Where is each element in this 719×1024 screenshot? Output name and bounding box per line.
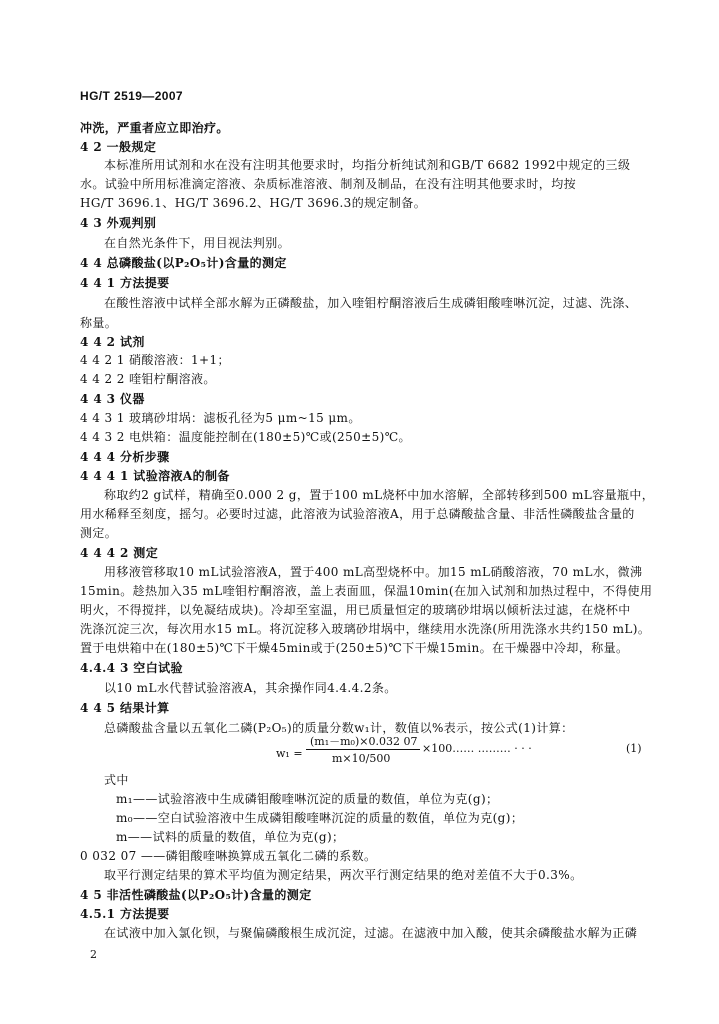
- body-line: 15min。趁热加入35 mL喹钼柠酮溶液，盖上表面皿，保温10min(在加入试剂和加热过程中，不得使用: [80, 584, 653, 598]
- formula-denominator: m×10/500: [332, 752, 391, 765]
- section-heading: 4 4 4 1 试验溶液A的制备: [80, 469, 230, 483]
- section-heading: 4 4 1 方法提要: [80, 276, 170, 290]
- body-line: m₀——空白试验溶液中生成磷钼酸喹啉沉淀的质量的数值，单位为克(g)；: [116, 811, 524, 825]
- body-line: 总磷酸盐含量以五氧化二磷(P₂O₅)的质量分数w₁计，数值以%表示，按公式(1)计算：: [104, 721, 574, 735]
- section-heading: 4.4.4 3 空白试验: [80, 661, 183, 675]
- body-line: 取平行测定结果的算术平均值为测定结果，两次平行测定结果的绝对差值不大于0.3%。: [104, 868, 583, 882]
- body-line: 置于电烘箱中在(180±5)℃下干燥45min或于(250±5)℃下干燥15min。在干燥器中冷却，称量。: [80, 641, 629, 655]
- section-heading: 4 3 外观判别: [80, 216, 157, 230]
- body-line: 4 4 3 2 电烘箱：温度能控制在(180±5)℃或(250±5)℃。: [80, 430, 411, 444]
- body-line: m₁——试验溶液中生成磷钼酸喹啉沉淀的质量的数值，单位为克(g)；: [116, 792, 499, 806]
- body-line: 用水稀释至刻度，摇匀。必要时过滤，此溶液为试验溶液A，用于总磷酸盐含量、非活性磷酸盐含量的: [80, 507, 635, 521]
- body-line: 洗涤沉淀三次，每次用水15 mL。将沉淀移入玻璃砂坩埚中，继续用水洗涤(所用洗涤水共约150 mL)。: [80, 622, 651, 636]
- formula-lhs: w₁ =: [276, 747, 303, 760]
- section-heading: 4 4 总磷酸盐(以P₂O₅计)含量的测定: [80, 256, 287, 270]
- section-heading: 4 5 非活性磷酸盐(以P₂O₅计)含量的测定: [80, 888, 312, 902]
- section-heading: 4 4 4 分析步骤: [80, 450, 170, 464]
- body-line: 4 4 2 2 喹钼柠酮溶液。: [80, 372, 216, 386]
- formula-fraction-bar: [306, 749, 420, 750]
- body-line: 明火，不得搅拌，以免凝结成块)。冷却至室温，用已质量恒定的玻璃砂坩埚以倾析法过滤，在烧杯中: [80, 603, 631, 617]
- body-line: 0 032 07 ——磷钼酸喹啉换算成五氧化二磷的系数。: [80, 849, 377, 863]
- formula-numerator: (m₁－m₀)×0.032 07: [310, 735, 418, 748]
- body-line: 4 4 2 1 硝酸溶液：1+1；: [80, 353, 230, 367]
- body-line: 用移液管移取10 mL试验溶液A，置于400 mL高型烧杯中。加15 mL硝酸溶液，70 mL水，微沸: [104, 565, 643, 579]
- body-line: 冲洗，严重者应立即治疗。: [80, 121, 229, 135]
- section-heading: 4 4 4 2 测定: [80, 546, 159, 560]
- body-line: 本标准所用试剂和水在没有注明其他要求时，均指分析纯试剂和GB/T 6682 1992中规定的三级: [104, 158, 631, 172]
- body-line: m——试料的质量的数值，单位为克(g)；: [116, 830, 345, 844]
- section-heading: 4 4 2 试剂: [80, 335, 145, 349]
- body-line: 在试液中加入氯化钡，与聚偏磷酸根生成沉淀，过滤。在滤液中加入酸，使其余磷酸盐水解为正磷: [104, 926, 638, 940]
- body-line: 称量。: [80, 316, 118, 330]
- body-line: 称取约2 g试样，精确至0.000 2 g，置于100 mL烧杯中加水溶解，全部转移到500 mL容量瓶中，: [104, 488, 655, 502]
- formula-tail: ×100…… ……… · · ·: [422, 742, 532, 755]
- body-line: 在酸性溶液中试样全部水解为正磷酸盐，加入喹钼柠酮溶液后生成磷钼酸喹啉沉淀，过滤、洗涤、: [104, 296, 638, 310]
- body-line: 4 4 3 1 玻璃砂坩埚：滤板孔径为5 μm~15 μm。: [80, 411, 361, 425]
- section-heading: 4.5.1 方法提要: [80, 907, 170, 921]
- formula-number: (1): [626, 742, 642, 755]
- body-line: 以10 mL水代替试验溶液A，其余操作同4.4.4.2条。: [104, 681, 397, 695]
- body-line: HG/T 3696.1、HG/T 3696.2、HG/T 3696.3的规定制备。: [80, 196, 427, 210]
- section-heading: 4 4 5 结果计算: [80, 701, 170, 715]
- section-heading: 4 4 3 仪器: [80, 392, 145, 406]
- body-line: 式中: [104, 773, 129, 787]
- standard-code: HG/T 2519—2007: [80, 89, 183, 103]
- section-heading: 4 2 一般规定: [80, 140, 157, 154]
- body-line: 测定。: [80, 526, 118, 540]
- body-line: 水。试验中所用标准滴定溶液、杂质标准溶液、制剂及制品，在没有注明其他要求时，均按: [80, 177, 577, 191]
- body-line: 在自然光条件下，用目视法判别。: [104, 236, 291, 250]
- page-number: 2: [90, 948, 97, 961]
